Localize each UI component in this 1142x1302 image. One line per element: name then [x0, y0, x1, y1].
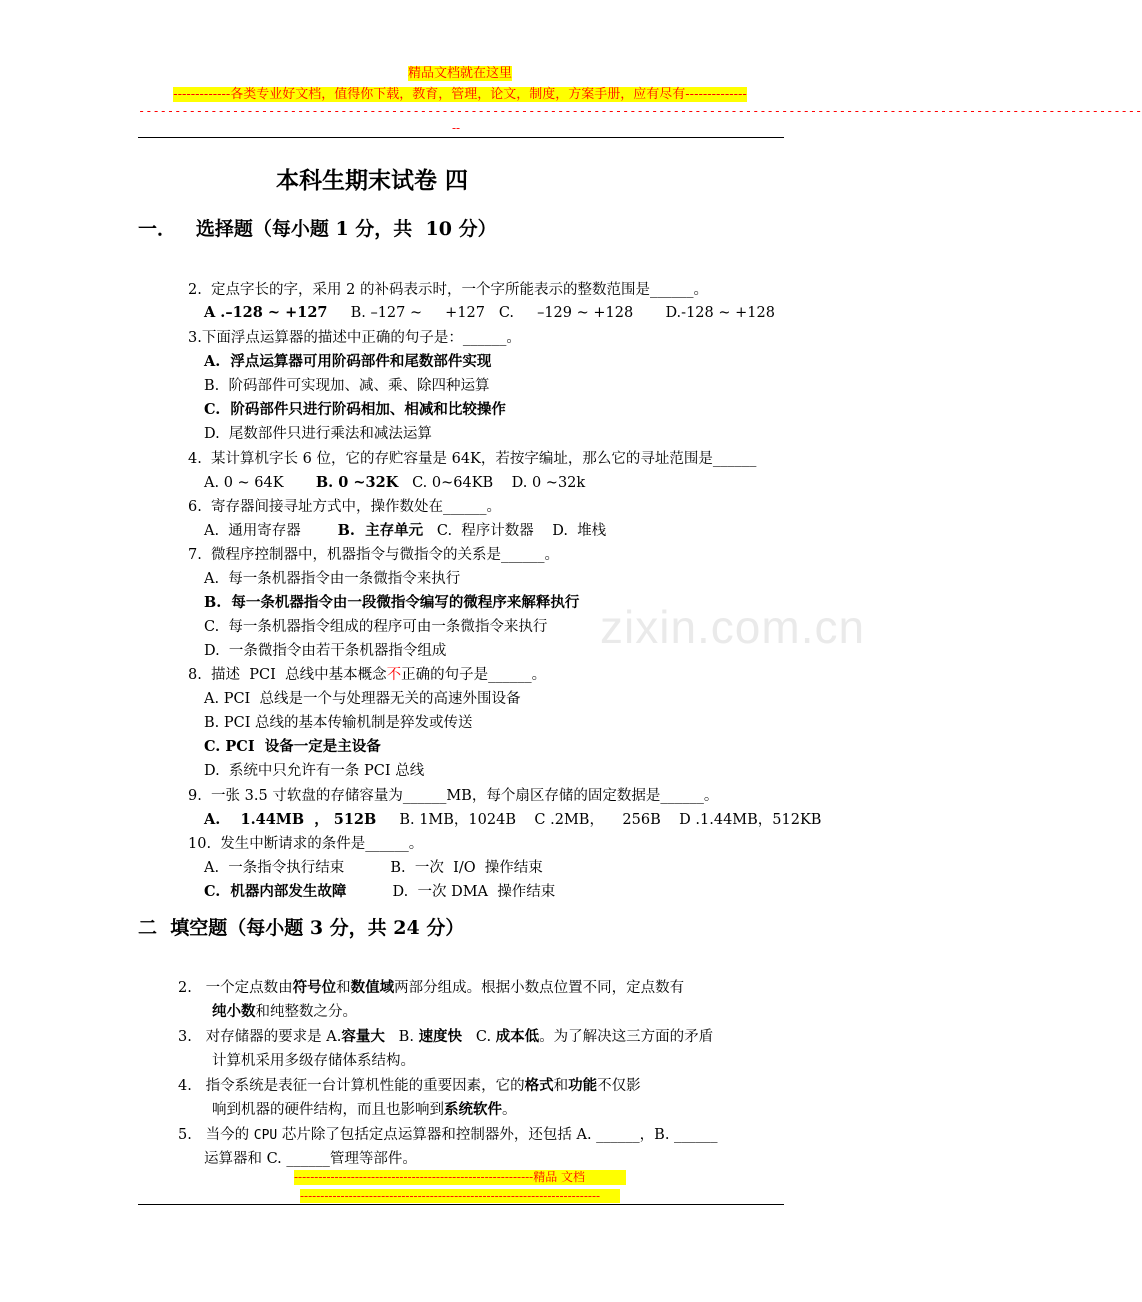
- q4-stem: 4. 某计算机字长 6 位，它的存贮容量是 64K，若按字编址，那么它的寻址范围是______: [188, 451, 757, 467]
- fill-q4-line1: 4. 指令系统是表征一台计算机性能的重要因素，它的格式和功能不仅影: [178, 1077, 641, 1094]
- q10-stem: 10. 发生中断请求的条件是______。: [188, 836, 424, 852]
- watermark: zixin.com.cn: [600, 601, 866, 653]
- footer-rule: [138, 1204, 784, 1205]
- header-dash-tail: --: [452, 121, 461, 135]
- page-title: 本科生期末试卷 四: [276, 167, 469, 194]
- q7-option-b: B. 每一条机器指令由一段微指令编写的微程序来解释执行: [204, 594, 580, 611]
- q4-options: A. 0 ~ 64K B. 0 ~32K C. 0~64KB D. 0 ~32k: [204, 474, 586, 491]
- q7-option-a: A. 每一条机器指令由一条微指令来执行: [204, 571, 461, 587]
- fill-q2-line1: 2. 一个定点数由符号位和数值域两部分组成。根据小数点位置不同，定点数有: [178, 979, 685, 996]
- fill-q2-line2: 纯小数和纯整数之分。: [212, 1003, 357, 1020]
- q3-option-b: B. 阶码部件可实现加、减、乘、除四种运算: [204, 378, 490, 394]
- header-line-1: 精品文档就在这里: [407, 66, 512, 81]
- q8-stem: 8. 描述 PCI 总线中基本概念不正确的句子是______。: [188, 667, 547, 683]
- q8-option-c: C. PCI 设备一定是主设备: [204, 738, 381, 755]
- fill-q5-line2: 运算器和 C. ______管理等部件。: [204, 1151, 417, 1167]
- section1-heading: 一． 选择题（每小题 1 分，共 10 分）: [138, 218, 497, 240]
- section2-heading: 二 填空题（每小题 3 分，共 24 分）: [138, 917, 465, 939]
- footer-line-1: -----------------------------------------------------------精品 文档: [294, 1170, 626, 1185]
- fill-q5-line1: 5. 当今的 CPU 芯片除了包括定点运算器和控制器外，还包括 A. ______，B. ______: [178, 1127, 718, 1143]
- q3-stem: 3.下面浮点运算器的描述中正确的句子是：______。: [188, 330, 521, 346]
- q10-options-ab: A. 一条指令执行结束 B. 一次 I/O 操作结束: [204, 860, 543, 876]
- q3-option-a: A. 浮点运算器可用阶码部件和尾数部件实现: [204, 353, 492, 370]
- q7-option-d: D. 一条微指令由若干条机器指令组成: [204, 643, 447, 659]
- q2-options: A .–128 ~ +127 B. –127 ~ +127 C. –129 ~ +128 D.-128 ~ +128: [204, 304, 775, 321]
- footer-line-2: --------------------------------------------------------------------------: [300, 1189, 620, 1203]
- fill-q3-line1: 3. 对存储器的要求是 A.容量大 B. 速度快 C. 成本低。为了解决这三方面的矛盾: [178, 1028, 714, 1045]
- header-rule: [138, 137, 784, 138]
- q8-option-a: A. PCI 总线是一个与处理器无关的高速外围设备: [204, 691, 521, 707]
- q6-stem: 6. 寄存器间接寻址方式中，操作数处在______。: [188, 499, 502, 515]
- q9-options: A. 1.44MB ， 512B B. 1MB，1024B C .2MB， 256B D .1.44MB，512KB: [204, 811, 822, 828]
- q2-stem: 2. 定点字长的字，采用 2 的补码表示时，一个字所能表示的整数范围是______。: [188, 282, 708, 298]
- header-dash-line: -------------------------------------------------------------------------------------------------------------------------------------------: [138, 104, 1142, 118]
- header-line-2: -------------各类专业好文档，值得你下载，教育，管理，论文，制度，方案手册，应有尽有--------------: [173, 87, 747, 102]
- q10-options-cd: C. 机器内部发生故障 D. 一次 DMA 操作结束: [204, 883, 556, 900]
- q3-option-c: C. 阶码部件只进行阶码相加、相减和比较操作: [204, 401, 506, 418]
- q8-option-d: D. 系统中只允许有一条 PCI 总线: [204, 763, 425, 779]
- q3-option-d: D. 尾数部件只进行乘法和减法运算: [204, 426, 432, 442]
- q8-option-b: B. PCI 总线的基本传输机制是猝发或传送: [204, 715, 473, 731]
- q9-stem: 9. 一张 3.5 寸软盘的存储容量为______MB，每个扇区存储的固定数据是______。: [188, 788, 719, 804]
- fill-q4-line2: 响到机器的硬件结构，而且也影响到系统软件。: [212, 1101, 517, 1118]
- q6-options: A. 通用寄存器 B. 主存单元 C. 程序计数器 D. 堆栈: [204, 522, 607, 539]
- q7-option-c: C. 每一条机器指令组成的程序可由一条微指令来执行: [204, 619, 548, 635]
- q7-stem: 7. 微程序控制器中，机器指令与微指令的关系是______。: [188, 547, 560, 563]
- fill-q3-line2: 计算机采用多级存储体系结构。: [212, 1053, 415, 1069]
